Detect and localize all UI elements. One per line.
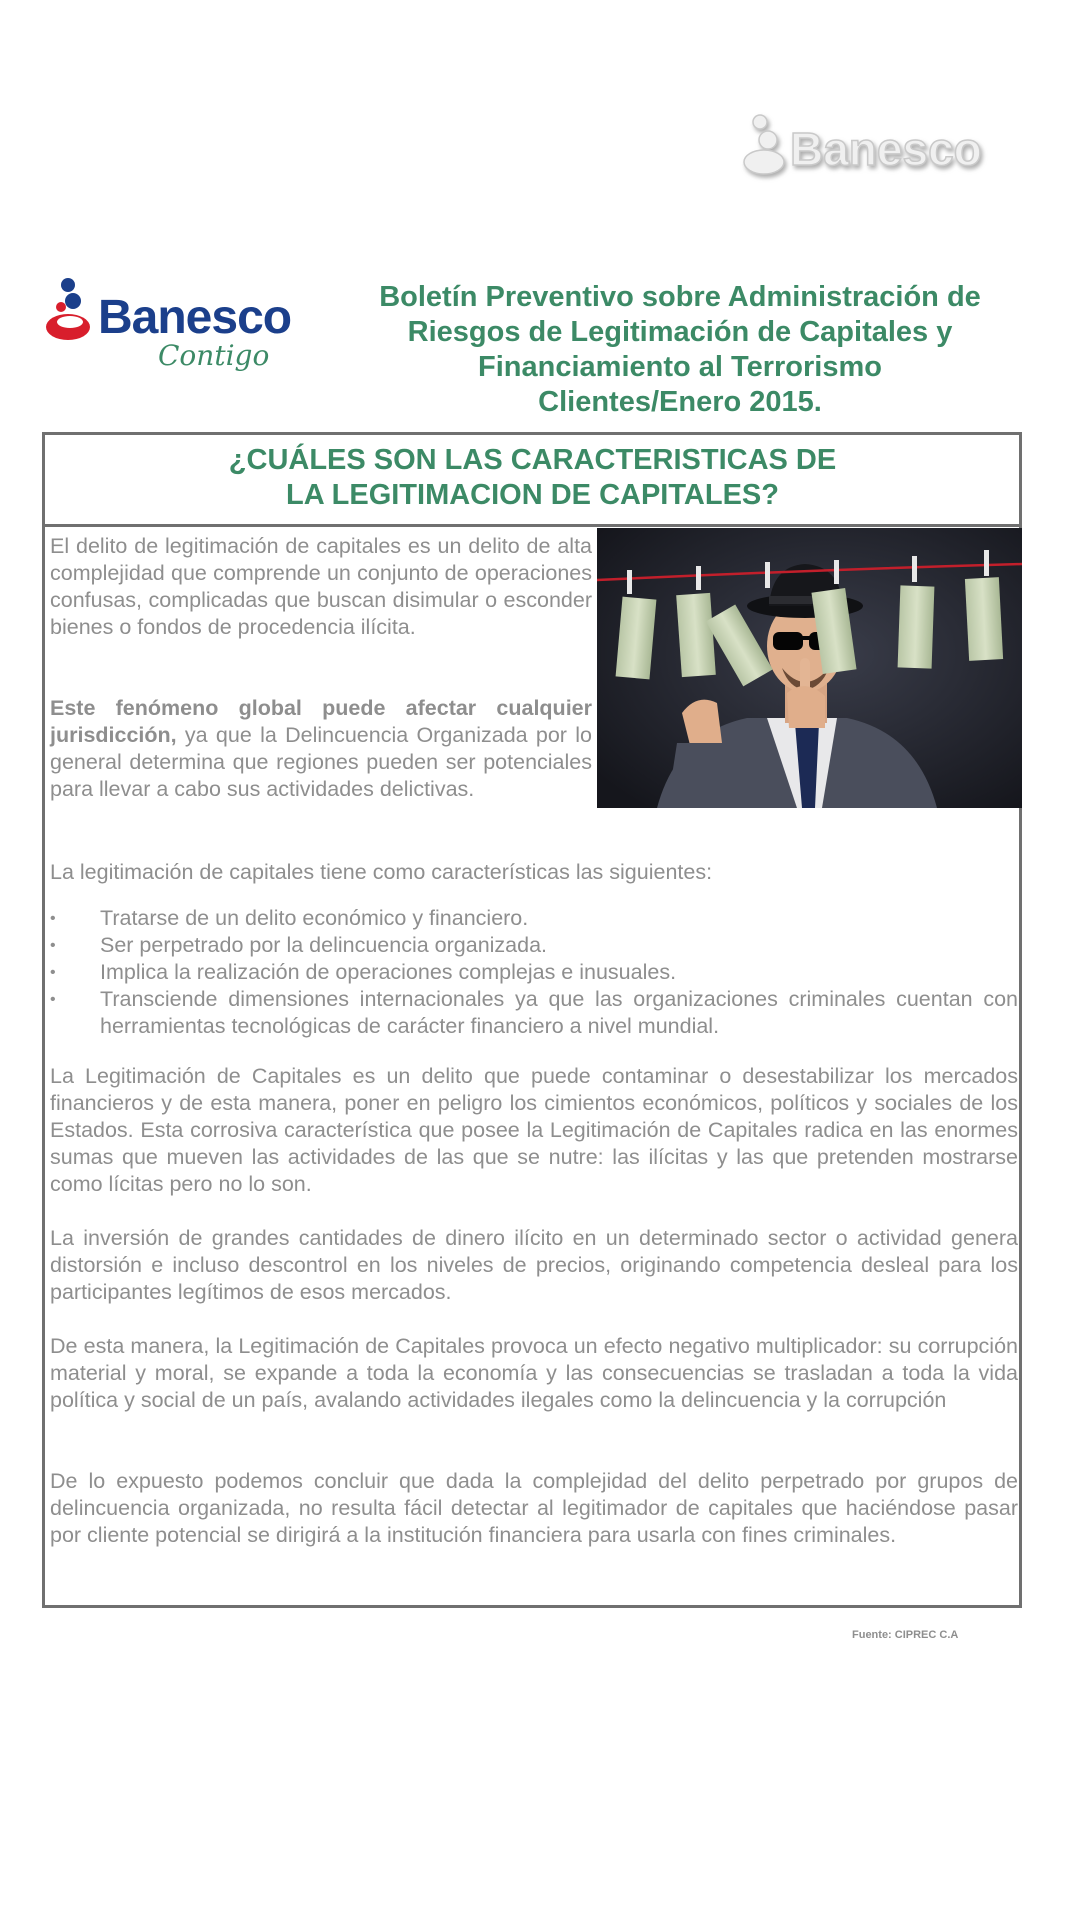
- bulletin-title: [330, 280, 1030, 420]
- intro-paragraph: El delito de legitimación de capitales es un delito de alta complejidad que comprende un conjunto de operaciones confusas, complicadas que buscan disimular o esconder bienes o fondos de procedencia ilícita.: [50, 534, 592, 639]
- source-note: Fuente: CIPREC C.A: [852, 1629, 959, 1641]
- characteristics-list: [50, 905, 1018, 1040]
- global-phenomenon-paragraph: [50, 695, 592, 803]
- money-laundering-photo: [597, 528, 1022, 808]
- characteristics-intro: La legitimación de capitales tiene como características las siguientes:: [50, 860, 713, 884]
- characteristic-text: Transciende dimensiones internacionales ya que las organizaciones criminales cuentan con herramientas tecnológicas de carácter financiero a nivel mundial.: [100, 987, 1018, 1038]
- question-line: ¿CUÁLES SON LAS CARACTERISTICAS DE: [228, 444, 837, 476]
- characteristic-item: [50, 959, 1018, 986]
- characteristic-item: [50, 986, 1018, 1040]
- characteristic-item: [50, 932, 1018, 959]
- logo-tagline-text: Contigo: [158, 339, 270, 372]
- destabilize-paragraph: La Legitimación de Capitales es un delito que puede contaminar o desestabilizar los mercados financieros y de esta manera, poner en peligro los cimientos económicos, políticos y sociales de los Estados. Esta corrosiva característica que posee la Legitimación de Capitales radica en las enormes sumas que mueven las actividades de las que se nutre: las ilícitas y las que pretenden mostrarse como lícitas pero no lo son.: [50, 1064, 1018, 1196]
- logo-brand-text: Banesco: [98, 291, 292, 344]
- characteristic-text: Tratarse de un delito económico y financiero.: [100, 906, 529, 930]
- question-line: LA LEGITIMACION DE CAPITALES?: [286, 479, 779, 511]
- banesco-contigo-logo: [40, 275, 310, 385]
- bulletin-title-line: Boletín Preventivo sobre Administración de: [379, 281, 981, 313]
- banesco-watermark-logo: [740, 110, 1030, 190]
- bulletin-title-line: Clientes/Enero 2015.: [538, 386, 822, 418]
- bulletin-title-line: Financiamiento al Terrorismo: [478, 351, 882, 383]
- bullet-icon: •: [50, 964, 56, 981]
- bulletin-title-line: Riesgos de Legitimación de Capitales y: [407, 316, 953, 348]
- bullet-icon: •: [50, 937, 56, 954]
- characteristic-text: Implica la realización de operaciones complejas e inusuales.: [100, 960, 677, 984]
- question-heading: [60, 443, 1005, 513]
- investment-paragraph: La inversión de grandes cantidades de dinero ilícito en un determinado sector o actividad genera distorsión e incluso descontrol en los niveles de precios, originando competencia desleal para los participantes legítimos de esos mercados.: [50, 1226, 1018, 1304]
- watermark-brand-text: Banesco: [790, 123, 982, 175]
- multiplier-effect-paragraph: De esta manera, la Legitimación de Capitales provoca un efecto negativo multiplicador: su corrupción material y moral, se expande a toda la economía y las consecuencias se trasladan a toda la vida política y social de un país, avalando actividades ilegales como la delincuencia y la corrupción: [50, 1334, 1018, 1412]
- bullet-icon: •: [50, 991, 56, 1008]
- conclusion-paragraph: De lo expuesto podemos concluir que dada la complejidad del delito perpetrado por grupos de delincuencia organizada, no resulta fácil detectar al legitimador de capitales que haciéndose pasar por cliente potencial se dirigirá a la institución financiera para usarla con fines criminales.: [50, 1469, 1018, 1547]
- global-phenomenon-text: ya que la Delincuencia Organizada por lo general determina que regiones pueden ser potenciales para llevar a cabo sus actividades delictivas.: [50, 723, 592, 801]
- characteristic-text: Ser perpetrado por la delincuencia organizada.: [100, 933, 548, 957]
- global-phenomenon-bold: Este fenómeno global puede afectar cualquier jurisdicción,: [50, 696, 592, 747]
- bullet-icon: •: [50, 910, 56, 927]
- characteristic-item: [50, 905, 1018, 932]
